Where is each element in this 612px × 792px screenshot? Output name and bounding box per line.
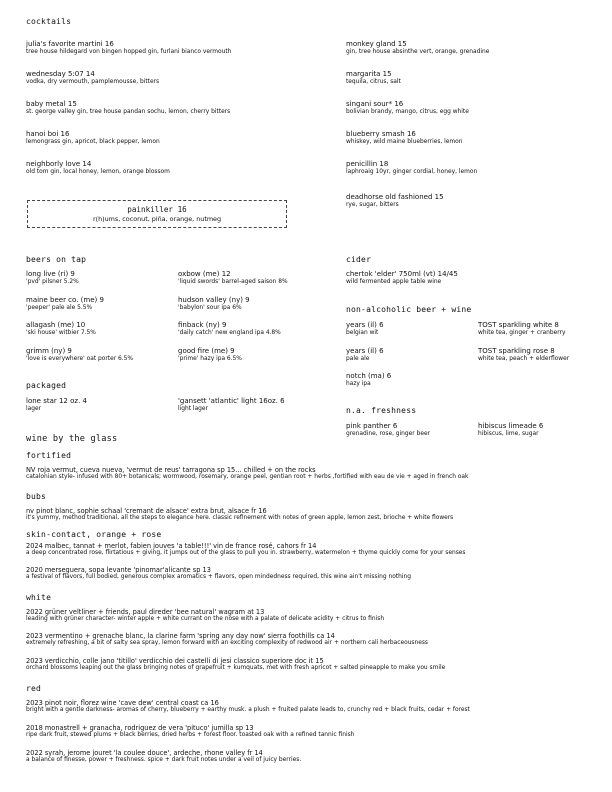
beer-item	[26, 347, 133, 364]
non-alcoholic-item	[478, 347, 569, 364]
cocktail-item	[26, 100, 230, 117]
wine-desc: extremely refreshing, a bit of salty sea spray, lemon forward with an exciting complexity of redwood air + northern cali herbaceousness	[26, 640, 428, 647]
beer-desc: 'love is everywhere' oat porter 6.5%	[26, 355, 134, 362]
featured-cocktail-desc: r(h)ums, coconut, piña, orange, nutmeg	[92, 214, 222, 223]
cocktail-desc: tree house hildegard von bingen hopped gin, furlani bianco vermouth	[26, 48, 232, 55]
skin-contact-heading: skin-contact, orange + rose	[26, 530, 162, 539]
cocktail-item	[26, 70, 159, 87]
beer-item	[26, 270, 79, 287]
beer-name: long live (ri) 9	[26, 270, 75, 278]
beer-desc: 'pvd' pilsner 5.2%	[26, 278, 79, 285]
red-heading: red	[26, 684, 42, 693]
na-freshness-name: pink panther 6	[346, 422, 398, 430]
beer-name: good fire (me) 9	[178, 347, 235, 355]
na-freshness-name: hibiscus limeade 6	[478, 422, 544, 430]
cocktail-name: blueberry smash 16	[346, 130, 416, 138]
cocktail-desc: laphroaig 10yr, ginger cordial, honey, lemon	[346, 168, 478, 175]
cider-heading: cider	[346, 255, 372, 264]
beer-item	[26, 296, 104, 313]
non-alcoholic-item	[478, 321, 565, 338]
beers-heading: beers on tap	[26, 255, 87, 264]
non-alcoholic-name: years (il) 6	[346, 347, 384, 355]
non-alcoholic-item	[346, 372, 391, 389]
wine-heading: wine by the glass	[26, 434, 118, 444]
cider-desc: wild fermented apple table wine	[346, 278, 442, 285]
wine-name: 2023 verdicchio, colle jano 'titillo' verdicchio dei castelli di jesi classico superiore doc it 15	[26, 657, 324, 665]
wine-item	[26, 657, 445, 673]
wine-name: 2022 syrah, jerome jouret 'la coulee douce', ardeche, rhone valley fr 14	[26, 749, 263, 757]
cocktail-name: monkey gland 15	[346, 40, 407, 48]
wine-desc: bright with a gentle darkness- aromas of cherry, blueberry + earthy musk. a plush + fruited palate leads to, crunchy red + black fruits, cedar + forest	[26, 707, 470, 714]
cider-item	[346, 270, 458, 287]
cocktail-item	[346, 160, 477, 177]
white-heading: white	[26, 593, 52, 602]
cocktail-desc: tequila, citrus, salt	[346, 78, 401, 85]
beer-item	[26, 321, 96, 338]
wine-item	[26, 699, 470, 715]
cocktail-desc: vodka, dry vermouth, pamplemousse, bitters	[26, 78, 160, 85]
wine-name: 2020 merseguera, sopa levante 'pinomar'alicante sp 13	[26, 566, 211, 574]
non-alcoholic-desc: hazy ipa	[346, 380, 371, 387]
wine-item	[26, 566, 411, 582]
packaged-item	[26, 397, 87, 414]
cocktail-name: neighborly love 14	[26, 160, 92, 168]
wine-desc: a festival of flavors, full bodied, generous complex aromatics + flavors, open mindedness required, this wine ain't missing nothing	[26, 574, 411, 581]
cocktail-name: wednesday 5:07 14	[26, 70, 95, 78]
na-freshness-desc: grenadine, rose, ginger beer	[346, 430, 430, 437]
wine-name: NV roja vermut, cueva nueva, 'vermut de reus' tarragona sp 15... chilled + on the rocks	[26, 466, 316, 474]
non-alcoholic-name: years (il) 6	[346, 321, 384, 329]
beer-name: allagash (me) 10	[26, 321, 86, 329]
cocktail-item	[26, 160, 170, 177]
wine-item	[26, 542, 465, 558]
non-alcoholic-name: TOST sparkling rose 8	[478, 347, 555, 355]
packaged-name: 'gansett 'atlantic' light 16oz. 6	[178, 397, 285, 405]
wine-desc: ripe dark fruit, stewed plums + black berries, dried herbs + forest floor. toasted oak with a refined tannic finish	[26, 732, 355, 739]
wine-name: 2022 grüner veltliner + friends, paul direder 'bee natural' wagram at 13	[26, 608, 265, 616]
beer-desc: 'peeper' pale ale 5.5%	[26, 304, 93, 311]
beer-name: grimm (ny) 9	[26, 347, 72, 355]
cocktail-desc: gin, tree house absinthe vert, orange, grenadine	[346, 48, 490, 55]
non-alcoholic-item	[346, 347, 384, 364]
non-alcoholic-desc: belgian wit	[346, 329, 379, 336]
wine-name: 2023 pinot noir, florez wine 'cave dew' central coast ca 16	[26, 699, 219, 707]
cocktails-heading: cocktails	[26, 17, 72, 26]
non-alcoholic-item	[346, 321, 384, 338]
wine-item	[26, 749, 301, 765]
beer-desc: 'babylon' sour ipa 6%	[178, 304, 242, 311]
wine-item	[26, 466, 468, 482]
beer-desc: 'daily catch' new england ipa 4.8%	[178, 329, 281, 336]
cocktail-name: hanoi boi 16	[26, 130, 70, 138]
cocktail-desc: whiskey, wild maine blueberries, lemon	[346, 138, 463, 145]
cocktail-name: singani sour* 16	[346, 100, 404, 108]
beer-item	[178, 296, 250, 313]
beer-name: finback (ny) 9	[178, 321, 227, 329]
cocktail-name: penicillin 18	[346, 160, 389, 168]
cocktail-item	[346, 100, 469, 117]
beer-desc: 'ski house' witbier 7.5%	[26, 329, 96, 336]
cocktail-name: margarita 15	[346, 70, 392, 78]
non-alcoholic-desc: pale ale	[346, 355, 370, 362]
na-freshness-desc: hibiscus, lime, sugar	[478, 430, 539, 437]
cocktail-desc: lemongrass gin, apricot, black pepper, lemon	[26, 138, 160, 145]
beer-item	[178, 321, 281, 338]
wine-desc: leading with grüner character- winter apple + white currant on the nose with a palate of delicate acidity + citrus to finish	[26, 616, 385, 623]
wine-name: 2018 monastrell + granacha, rodriguez de vera 'pituco' jumilla sp 13	[26, 724, 254, 732]
beer-name: oxbow (me) 12	[178, 270, 231, 278]
packaged-desc: light lager	[178, 405, 208, 412]
wine-desc: a balance of finesse, power + freshness. spice + dark fruit notes under a veil of juicy berries.	[26, 757, 302, 764]
na-freshness-item	[346, 422, 430, 439]
beer-item	[178, 270, 288, 287]
cocktail-name: julia's favorite martini 16	[26, 40, 114, 48]
beer-desc: 'prime' hazy ipa 6.5%	[178, 355, 242, 362]
cocktail-desc: rye, sugar, bitters	[346, 201, 399, 208]
cocktail-desc: old tom gin, local honey, lemon, orange blossom	[26, 168, 170, 175]
wine-desc: catalonian style- infused with 80+ botanicals; wormwood, rosemary, orange peel, gentian root + herbs ,fortified with eau de vie + aged in french oak	[26, 474, 469, 481]
cocktail-item	[346, 40, 489, 57]
non-alcoholic-heading: non-alcoholic beer + wine	[346, 305, 472, 314]
beer-item	[178, 347, 242, 364]
wine-item	[26, 608, 384, 624]
beer-name: hudson valley (ny) 9	[178, 296, 250, 304]
wine-name: 2024 malbec, tannat + merlot, fabien jouves 'a table!!!' vin de france rosé, cahors fr 14	[26, 542, 317, 550]
cocktail-name: baby metal 15	[26, 100, 77, 108]
wine-desc: it's yummy, method traditional, all the steps to elegance here. classic refinement with notes of green apple, lemon zest, brioche + white flowers	[26, 515, 454, 522]
featured-cocktail-box	[27, 200, 287, 228]
na-freshness-item	[478, 422, 543, 439]
bubs-heading: bubs	[26, 492, 47, 501]
cider-name: chertok 'elder' 750ml (vt) 14/45	[346, 270, 458, 278]
wine-item	[26, 632, 428, 648]
wine-item	[26, 507, 453, 523]
cocktail-item	[346, 193, 444, 210]
wine-name: 2023 vermentino + grenache blanc, la clarine farm 'spring any day now' sierra foothills ca 14	[26, 632, 335, 640]
packaged-name: lone star 12 oz. 4	[26, 397, 87, 405]
na-freshness-heading: n.a. freshness	[346, 406, 417, 415]
non-alcoholic-desc: white tea, peach + elderflower	[478, 355, 570, 362]
non-alcoholic-desc: white tea, ginger + cranberry	[478, 329, 566, 336]
beer-name: maine beer co. (me) 9	[26, 296, 104, 304]
non-alcoholic-name: notch (ma) 6	[346, 372, 392, 380]
non-alcoholic-name: TOST sparkling white 8	[478, 321, 559, 329]
cocktail-item	[346, 70, 401, 87]
cocktail-desc: st. george valley gin, tree house pandan sochu, lemon, cherry bitters	[26, 108, 231, 115]
packaged-heading: packaged	[26, 381, 67, 390]
wine-name: nv pinot blanc, sophie schaal 'cremant de alsace' extra brut, alsace fr 16	[26, 507, 267, 515]
cocktail-item	[26, 130, 160, 147]
cocktail-item	[26, 40, 231, 57]
featured-cocktail-name: painkiller 16	[127, 205, 187, 214]
fortified-heading: fortified	[26, 451, 72, 460]
cocktail-item	[346, 130, 462, 147]
cocktail-name: deadhorse old fashioned 15	[346, 193, 444, 201]
wine-desc: orchard blossoms leaping out the glass bringing notes of grapefruit + kumquats, met with fresh apricot + salted pineapple to make you smile	[26, 665, 446, 672]
packaged-desc: lager	[26, 405, 42, 412]
cocktail-desc: bolivian brandy, mango, citrus, egg white	[346, 108, 469, 115]
beer-desc: 'liquid swords' barrel-aged saison 8%	[178, 278, 288, 285]
wine-desc: a deep concentrated rose, flirtatious + giving, it jumps out of the glass to pull you in. strawberry, watermelon + thyme quickly come for your senses	[26, 550, 466, 557]
packaged-item	[178, 397, 285, 414]
wine-item	[26, 724, 354, 740]
